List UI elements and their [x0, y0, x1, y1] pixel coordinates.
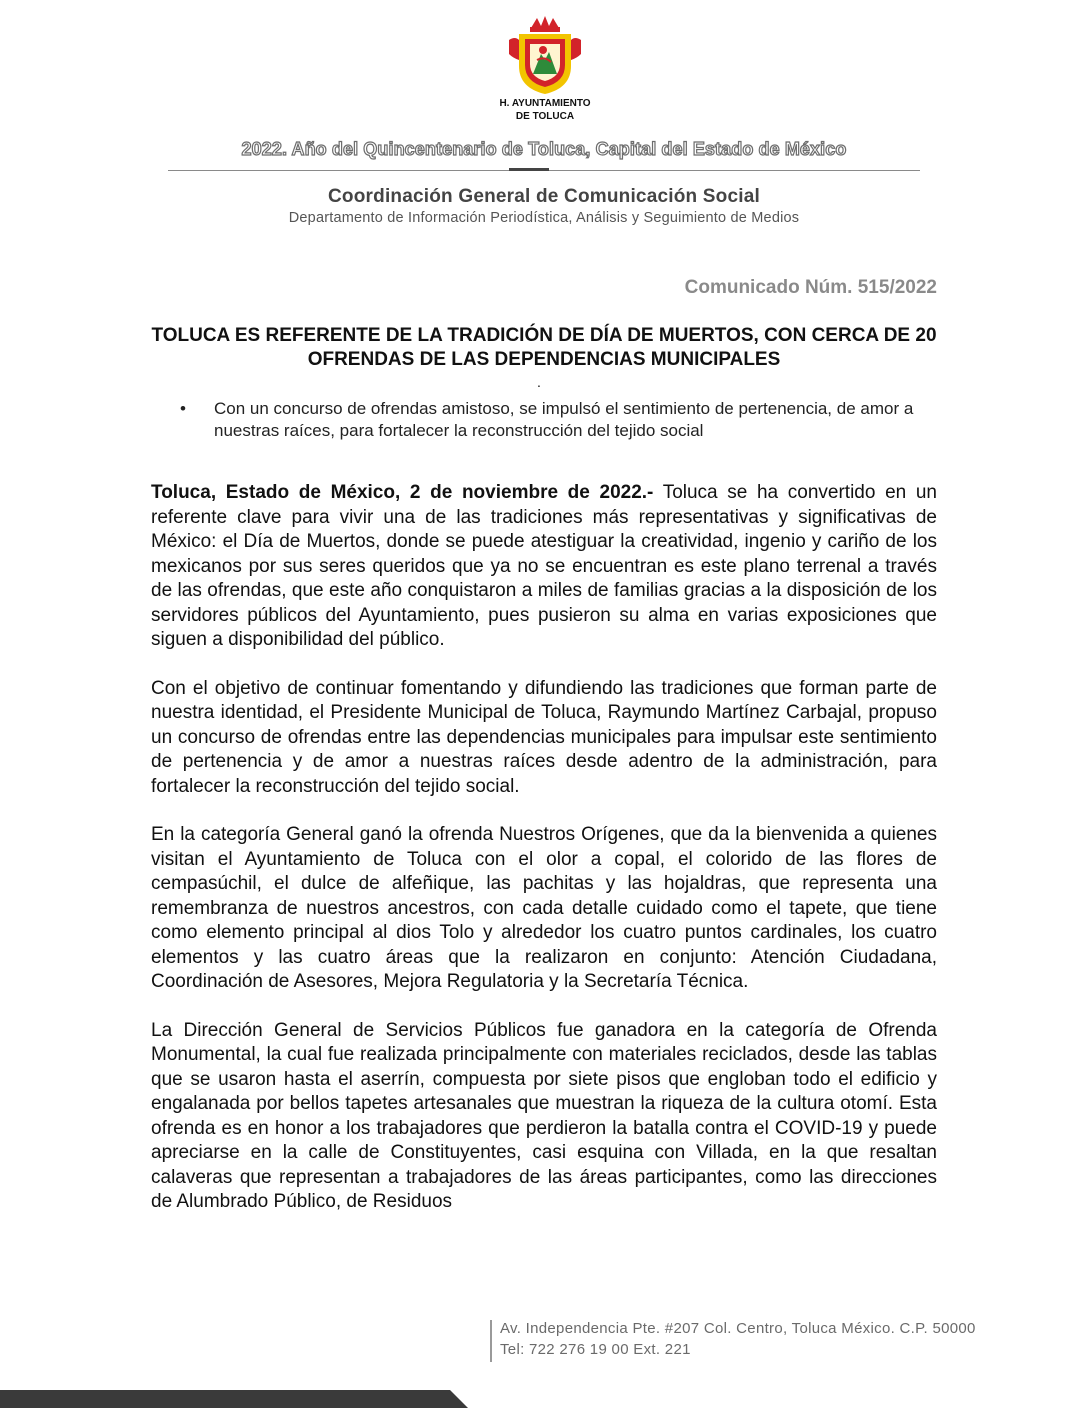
footer-address: Av. Independencia Pte. #207 Col. Centro, Toluca México. C.P. 50000: [500, 1320, 976, 1337]
article-body: [151, 481, 937, 1239]
paragraph-3: En la categoría General ganó la ofrenda Nuestros Orígenes, que da la bienvenida a quienes visitan el Ayuntamiento de Toluca con el olor a copal, el colorido de las flores de cempasúchil, el dulce de alfeñique, las pachitas y las hojaldras, que representa una remembranza de nuestros ancestros, con cada detalle cuidado como el tapete, que tiene como elemento principal al dios Tolo y alrededor los cuatro puntos cardinales, los cuatro elementos y las cuatro áreas que la realizaron en conjunto: Atención Ciudadana, Coordinación de Asesores, Mejora Regulatoria y la Secretaría Técnica.: [151, 824, 937, 992]
paragraph-2: Con el objetivo de continuar fomentando y difundiendo las tradiciones que forman parte de nuestra identidad, el Presidente Municipal de Toluca, Raymundo Martínez Carbajal, propuso un concurso de ofrendas entre las dependencias municipales para impulsar este sentimiento de pertenencia y de amor a nuestras raíces desde adentro de la administración, para fortalecer la reconstrucción del tejido social.: [151, 677, 937, 797]
coordination-title: Coordinación General de Comunicación Social: [328, 186, 760, 207]
comunicado-number: Comunicado Núm. 515/2022: [684, 277, 937, 298]
dateline: Toluca, Estado de México, 2 de noviembre de 2022.-: [151, 482, 654, 503]
footer-strip: [0, 1390, 450, 1408]
footer-divider: [490, 1320, 492, 1362]
footer-phone: Tel: 722 276 19 00 Ext. 221: [500, 1341, 691, 1358]
year-banner: 2022. Año del Quincentenario de Toluca, Capital del Estado de México: [241, 139, 847, 159]
logo-text-line1: H. AYUNTAMIENTO: [499, 98, 591, 109]
paragraph-1-text: Toluca se ha convertido en un referente clave para vivir una de las tradiciones más representativas y significativas de México: el Día de Muertos, donde se puede atestiguar la creatividad, ingenio y cariño de los mexicanos por sus seres queridos que ya no se encuentran es este plano terrenal a través de las ofrendas, que este año conquistaron a miles de familias gracias a la disposición de los servidores públicos del Ayuntamiento, pues pusieron su alma en varias exposiciones que siguen a disponibilidad del público.: [151, 482, 937, 650]
logo-text-line2: DE TOLUCA: [515, 111, 575, 122]
department-title: Departamento de Información Periodística, Análisis y Seguimiento de Medios: [288, 210, 800, 226]
separator-dot: .: [537, 374, 541, 390]
footer-strip-angle: [450, 1390, 468, 1408]
paragraph-1: [151, 481, 937, 653]
bullet-icon: •: [180, 399, 186, 418]
ayuntamiento-logo: [486, 14, 604, 122]
toluca-shield-icon: [503, 14, 587, 96]
paragraph-4: La Dirección General de Servicios Públicos fue ganadora en la categoría de Ofrenda Monumental, la cual fue realizada principalmente con materiales reciclados, desde las tablas que se usaron hasta el aserrín, compuesta por siete pisos que engloban todo el edificio y engalanada por bellos tapetes artesanales que muestran la riqueza de la cultura otomí. Esta ofrenda es en honor a los trabajadores que perdieron la batalla contra el COVID-19 y puede apreciarse en la calle de Constituyentes, casi esquina con Villada, en la que resaltan calaveras que representan a trabajadores de las áreas participantes, como las direcciones de Alumbrado Público, de Residuos: [151, 1019, 937, 1212]
header-divider-accent: [509, 168, 549, 171]
bullet-text: Con un concurso de ofrendas amistoso, se impulsó el sentimiento de pertenencia, de amor a nuestras raíces, para fortalecer la reconstrucción del tejido social: [214, 399, 914, 440]
headline: TOLUCA ES REFERENTE DE LA TRADICIÓN DE DÍA DE MUERTOS, CON CERCA DE 20 OFRENDAS DE LAS DEPENDENCIAS MUNICIPALES: [151, 325, 937, 370]
